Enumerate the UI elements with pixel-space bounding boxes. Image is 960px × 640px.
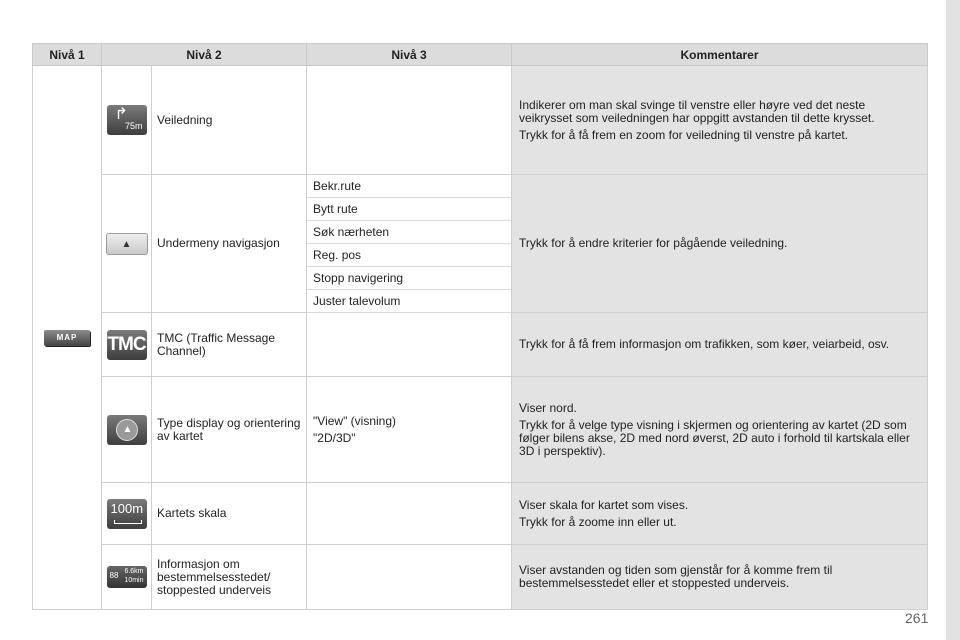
table-row-tmc [33,313,928,377]
navigation-menu-table [32,43,928,610]
nav-submenu-icon-cell [102,175,152,313]
table-row-destination [33,545,928,610]
guidance-label: Veiledning [152,66,307,175]
compass-icon[interactable]: ▲ [107,415,147,445]
comment-text: Trykk for å endre kriterier for pågående veiledning. [519,236,788,250]
scale-icon-cell [102,483,152,545]
submenu-item-search-nearby[interactable]: Søk nærheten [307,221,512,244]
submenu-item-adjust-voice-volume[interactable]: Juster talevolum [307,290,512,313]
page-side-bar [946,0,960,640]
submenu-item-change-route[interactable]: Bytt rute [307,198,512,221]
guidance-icon-cell [102,66,152,175]
guidance-level3 [307,66,512,175]
destination-level3 [307,545,512,610]
tmc-level3 [307,313,512,377]
header-level-3: Nivå 3 [307,44,512,66]
destination-info-icon[interactable]: 88 6.6km 10min [107,566,147,588]
table-row-nav-submenu [33,175,928,198]
display-icon-cell [102,377,152,483]
scale-icon[interactable]: 100m [107,499,147,529]
comment-text: Viser nord. [519,400,577,415]
comment-text: Trykk for å zoome inn eller ut. [519,514,677,529]
display-option-2d3d[interactable]: "2D/3D" [313,430,356,445]
submenu-item-save-position[interactable]: Reg. pos [307,244,512,267]
tmc-icon[interactable]: TMC [107,330,147,360]
nav-submenu-label: Undermeny navigasjon [152,175,307,313]
table-row-display [33,377,928,483]
tmc-comments [512,313,928,377]
nav-submenu-comments [512,175,928,313]
level1-cell [33,66,102,610]
scale-level3 [307,483,512,545]
map-button-icon[interactable]: MAP [44,330,90,346]
display-option-view[interactable]: "View" (visning) [313,413,397,428]
triangle-up-icon[interactable]: ▲ [106,233,148,255]
header-comments: Kommentarer [512,44,928,66]
comment-text: Indikerer om man skal svinge til venstre eller høyre ved det neste veikrysset som veiledningen har oppgitt avstanden til dette krysset. [519,97,875,125]
display-label: Type display og orientering av kartet [152,377,307,483]
comment-text: Trykk for å velge type visning i skjermen og orientering av kartet (2D som følger bilens akse, 2D med nord øverst, 2D auto i forhold til kartskala eller 3D i perspektiv). [519,417,910,458]
scale-label: Kartets skala [152,483,307,545]
comment-text: Viser skala for kartet som vises. [519,497,689,512]
submenu-item-confirm-route[interactable]: Bekr.rute [307,175,512,198]
scale-comments [512,483,928,545]
table-row-guidance [33,66,928,175]
destination-comments [512,545,928,610]
table-header-row [33,44,928,66]
display-comments [512,377,928,483]
tmc-icon-cell [102,313,152,377]
header-level-1: Nivå 1 [33,44,102,66]
destination-icon-cell [102,545,152,610]
header-level-2: Nivå 2 [102,44,307,66]
submenu-item-stop-navigation[interactable]: Stopp navigering [307,267,512,290]
page-number: 261 [905,610,929,626]
guidance-comments [512,66,928,175]
tmc-label: TMC (Traffic Message Channel) [152,313,307,377]
comment-text: Trykk for å få frem en zoom for veiledning til venstre på kartet. [519,127,849,142]
table-row-scale [33,483,928,545]
comment-text: Trykk for å få frem informasjon om trafikken, som køer, veiarbeid, osv. [519,337,890,351]
display-level3 [307,377,512,483]
comment-text: Viser avstanden og tiden som gjenstår for å komme frem til bestemmelsesstedet eller et stoppested underveis. [519,563,833,590]
turn-arrow-icon[interactable]: ↱ 75m [107,105,147,135]
destination-label: Informasjon om bestemmelsesstedet/ stoppested underveis [152,545,307,610]
